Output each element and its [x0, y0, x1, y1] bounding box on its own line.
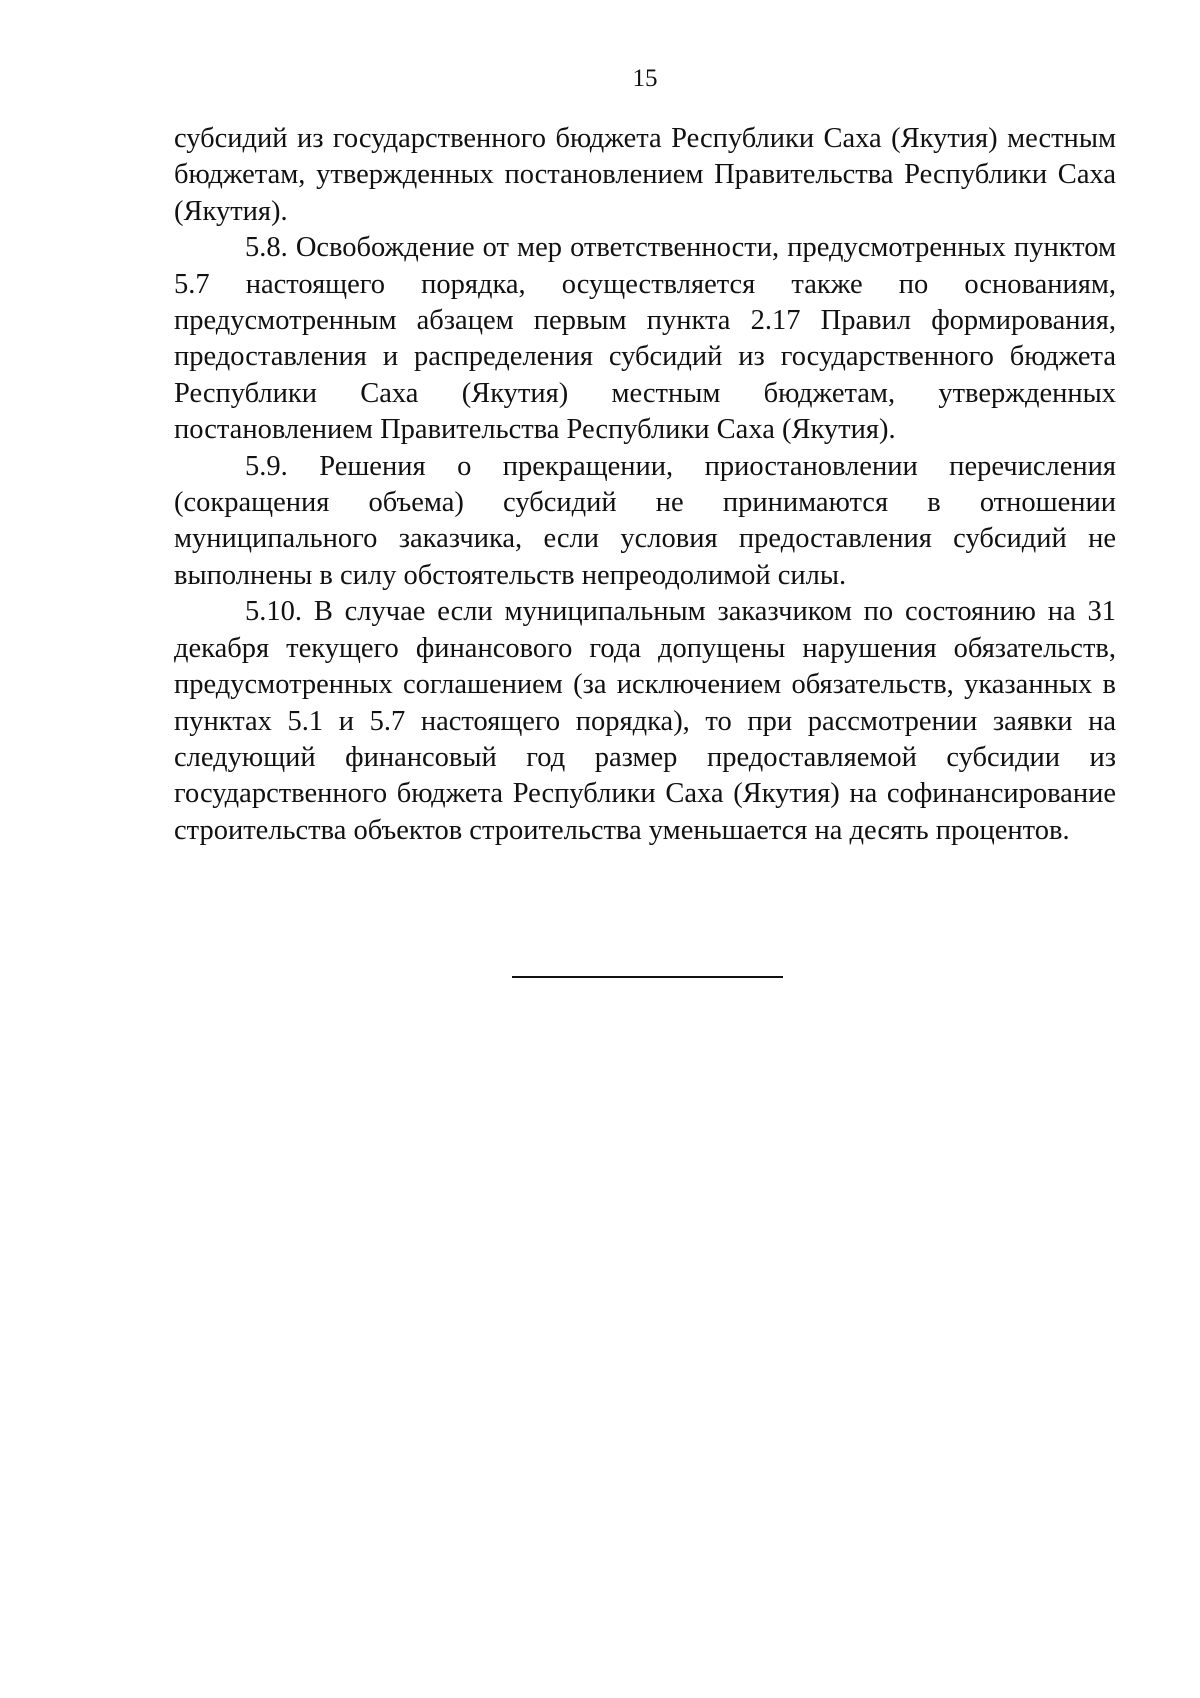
page-number: 15: [632, 65, 658, 92]
paragraph-5-9: 5.9. Решения о прекращении, приостановлении перечисления (сокращения объема) субсидий не принимаются в отношении муниципального заказчика, если условия предоставления субсидий не выполнены в силу обстоятельств непреодолимой силы.: [174, 450, 1116, 591]
paragraph-5-10: 5.10. В случае если муниципальным заказчиком по состоянию на 31 декабря текущего финансового года допущены нарушения обязательств, предусмотренных соглашением (за исключением обязательств, указанных в пунктах 5.1 и 5.7 настоящего порядка), то при рассмотрении заявки на следующий финансовый год размер предоставляемой субсидии из государственного бюджета Республики Саха (Якутия) на софинансирование строительства объектов строительства уменьшается на десять процентов.: [174, 596, 1116, 846]
document-body: [174, 121, 1116, 849]
document-end-divider: [512, 976, 783, 978]
paragraph-5-8: 5.8. Освобождение от мер ответственности, предусмотренных пунктом 5.7 настоящего порядка, осуществляется также по основаниям, предусмотренным абзацем первым пункта 2.17 Правил формирования, предоставления и распределения субсидий из государственного бюджета Республики Саха (Якутия) местным бюджетам, утвержденных постановлением Правительства Республики Саха (Якутия).: [174, 232, 1116, 446]
paragraph-continuation: субсидий из государственного бюджета Республики Саха (Якутия) местным бюджетам, утвержденных постановлением Правительства Республики Саха (Якутия).: [174, 123, 1116, 227]
